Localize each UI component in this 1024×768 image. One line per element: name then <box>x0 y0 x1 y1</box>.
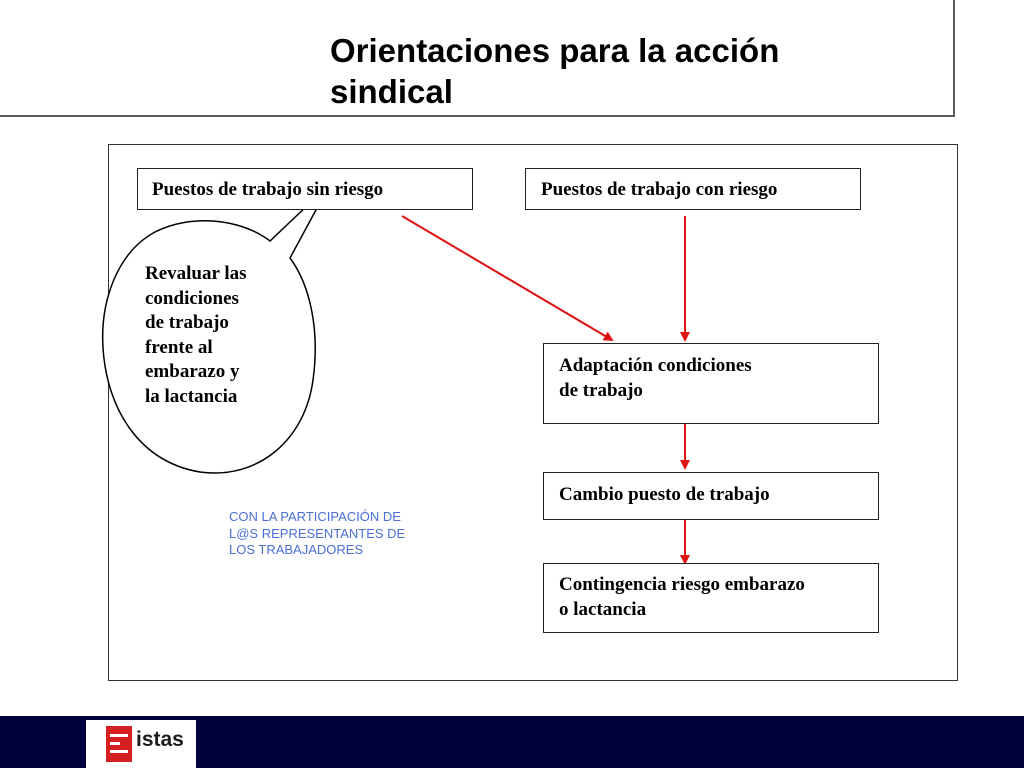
bubble-text: Revaluar las condiciones de trabajo frente al embarazo y la lactancia <box>145 263 247 407</box>
box-con-riesgo <box>525 168 861 210</box>
box-sin-riesgo <box>137 168 473 210</box>
logo-text: istas <box>136 728 184 751</box>
box-cambio <box>543 472 879 520</box>
box-cambio-label: Cambio puesto de trabajo <box>559 484 770 505</box>
arrow-sin-riesgo-to-adaptacion <box>402 216 612 340</box>
ccoo-logo-icon <box>106 726 132 762</box>
istas-logo <box>86 720 196 768</box>
box-adaptacion-label: Adaptación condiciones de trabajo <box>559 355 752 401</box>
box-adaptacion <box>543 343 879 424</box>
box-contingencia-label: Contingencia riesgo embarazo o lactancia <box>559 574 805 620</box>
box-contingencia <box>543 563 879 633</box>
slide-title: Orientaciones para la acción sindical <box>330 32 780 110</box>
box-con-riesgo-label: Puestos de trabajo con riesgo <box>541 179 778 200</box>
box-sin-riesgo-label: Puestos de trabajo sin riesgo <box>152 179 384 200</box>
participation-note: CON LA PARTICIPACIÓN DE L@S REPRESENTANTES DE LOS TRABAJADORES <box>229 509 406 557</box>
